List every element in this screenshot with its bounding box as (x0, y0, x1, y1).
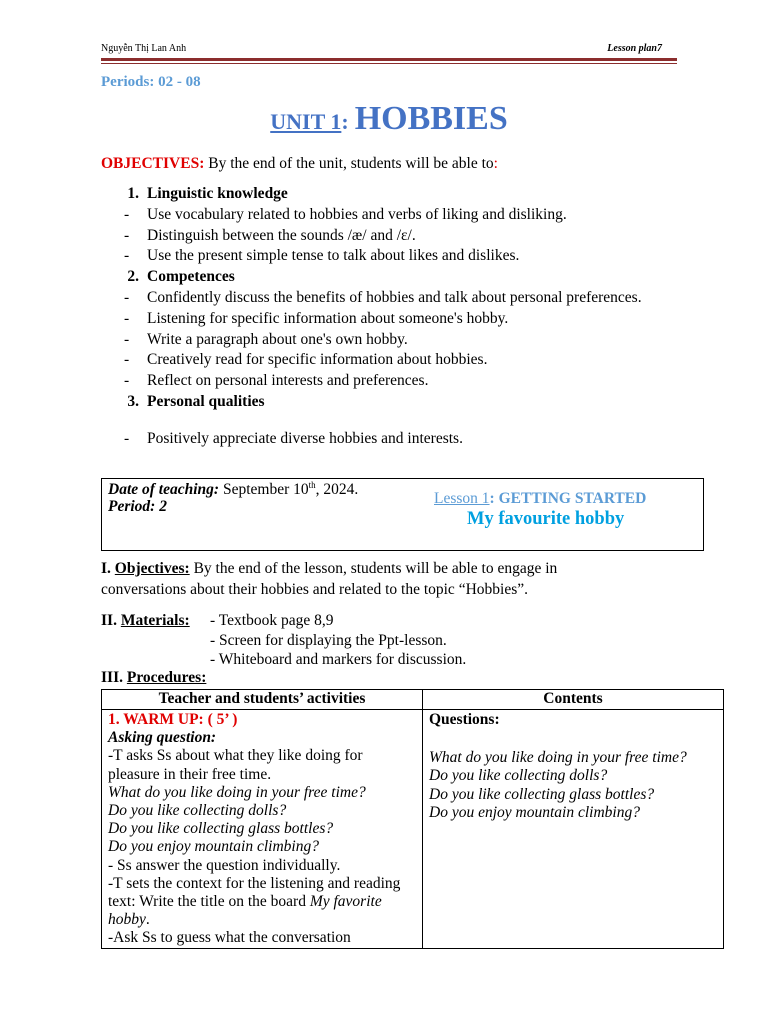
teacher-asks-text: -T asks Ss about what they like doing for pleasure in their free time. (108, 747, 363, 783)
list-marker: - (124, 330, 130, 348)
board-title: My favorite hobby (108, 893, 382, 929)
question-item: Do you enjoy mountain climbing? (108, 838, 319, 856)
list-text: Confidently discuss the benefits of hobbies and talk about personal preferences. (147, 288, 642, 306)
unit-objectives (101, 155, 498, 173)
lesson-colon: : (489, 490, 495, 507)
lesson-heading (434, 490, 646, 508)
lesson-subtitle: My favourite hobby (467, 509, 625, 529)
table-header-contents: Contents (423, 690, 724, 710)
date-value: September 10 (219, 481, 309, 499)
objectives-label: OBJECTIVES: (101, 155, 205, 172)
periods-label: Periods: 02 - 08 (101, 74, 201, 90)
list-item (101, 429, 661, 450)
unit-colon: : (341, 109, 349, 134)
list-item (101, 371, 661, 392)
lesson-label: Lesson 1 (434, 490, 490, 507)
procedures-table (101, 689, 724, 949)
list-item (101, 205, 661, 226)
list-marker: - (124, 288, 130, 306)
section-num-3: III. (101, 669, 127, 686)
list-item (101, 330, 661, 351)
lesson-info-box (101, 478, 704, 551)
list-marker: - (124, 429, 130, 447)
procedures-label: Procedures: (126, 669, 207, 686)
section-objectives-label: Objectives: (114, 560, 190, 577)
teacher-sets-end: . (145, 911, 150, 929)
list-text: Personal qualities (147, 392, 265, 410)
list-item (101, 392, 661, 413)
period-number: Period: 2 (108, 498, 167, 515)
header-rule-thick (101, 58, 677, 61)
list-text: Reflect on personal interests and preferences. (147, 372, 429, 390)
lesson-title: GETTING STARTED (494, 490, 647, 507)
list-marker: - (124, 309, 130, 327)
activities-cell (102, 710, 423, 949)
section-objectives-text: By the end of the lesson, students will be able to engage in conversations about their hobbies and related to the topic “Hobbies”. (101, 560, 558, 598)
list-text: Linguistic knowledge (147, 185, 288, 202)
ask-guess-text: -Ask Ss to guess what the conversation (108, 929, 351, 947)
contents-question-item: What do you like doing in your free time? (429, 749, 687, 767)
objectives-text: By the end of the unit, students will be able to (204, 155, 494, 172)
list-text: Use vocabulary related to hobbies and verbs of liking and disliking. (147, 205, 567, 223)
contents-questions-label: Questions: (429, 711, 500, 728)
date-year: , 2024. (315, 481, 359, 499)
list-text: Positively appreciate diverse hobbies and interests. (147, 429, 463, 447)
materials-list (210, 611, 466, 670)
materials-label: Materials: (120, 612, 190, 629)
list-text: Write a paragraph about one's own hobby. (147, 330, 408, 348)
teacher-sets-context (108, 875, 416, 930)
objectives-list (101, 184, 661, 450)
list-marker: 3. (127, 392, 139, 410)
contents-question-item: Do you like collecting dolls? (429, 767, 608, 785)
table-row (102, 710, 724, 949)
list-marker: - (124, 205, 130, 223)
list-marker: - (124, 247, 130, 265)
list-item (101, 184, 661, 205)
asking-question-label: Asking question: (108, 729, 217, 747)
date-of-teaching (108, 480, 358, 499)
spacer (429, 729, 717, 749)
list-marker: - (124, 372, 130, 390)
list-text: Use the present simple tense to talk about likes and dislikes. (147, 247, 520, 265)
list-marker: - (124, 351, 130, 369)
question-item: What do you like doing in your free time? (108, 783, 366, 801)
header-rule-thin (101, 63, 677, 64)
date-sup: th (308, 480, 316, 490)
list-marker: 1. (127, 185, 139, 202)
procedures-heading (101, 669, 206, 687)
contents-question-item: Do you like collecting glass bottles? (429, 785, 655, 803)
list-text: Distinguish between the sounds /æ/ and /ɛ/. (147, 226, 416, 244)
section-num-2: II. (101, 612, 121, 629)
unit-title (0, 100, 768, 138)
unit-name: HOBBIES (354, 100, 508, 137)
date-label: Date of teaching: (108, 481, 220, 499)
section-num-1: I. (101, 560, 115, 577)
question-item: Do you like collecting glass bottles? (108, 820, 334, 838)
list-text: Competences (147, 268, 235, 286)
materials-heading (101, 611, 190, 631)
lesson-objectives (101, 558, 641, 600)
objectives-colon: : (493, 155, 498, 172)
list-item (101, 350, 661, 371)
list-text: Creatively read for specific information about hobbies. (147, 351, 488, 369)
table-header-row (102, 690, 724, 710)
list-text: Listening for specific information about someone's hobby. (147, 309, 509, 327)
students-answer-text: - Ss answer the question individually. (108, 856, 341, 874)
header-author: Nguyễn Thị Lan Anh (101, 43, 187, 54)
contents-question-item: Do you enjoy mountain climbing? (429, 803, 640, 821)
list-item (101, 267, 661, 288)
list-item (101, 246, 661, 267)
materials-item: - Whiteboard and markers for discussion. (210, 651, 467, 668)
list-marker: - (124, 226, 130, 244)
teacher-sets-text: -T sets the context for the listening and reading text: Write the title on the board (108, 874, 401, 911)
contents-cell (423, 710, 724, 949)
list-marker: 2. (127, 268, 139, 286)
question-item: Do you like collecting dolls? (108, 802, 287, 820)
warmup-heading: 1. WARM UP: ( 5’ ) (108, 711, 238, 728)
materials-item: - Screen for displaying the Ppt-lesson. (210, 631, 447, 649)
list-item (101, 288, 661, 309)
materials-item: - Textbook page 8,9 (210, 612, 334, 629)
list-item (101, 226, 661, 247)
unit-label: UNIT 1 (270, 109, 342, 134)
table-header-activities: Teacher and students’ activities (102, 690, 423, 710)
list-item (101, 309, 661, 330)
header-doc-type: Lesson plan7 (607, 43, 662, 54)
